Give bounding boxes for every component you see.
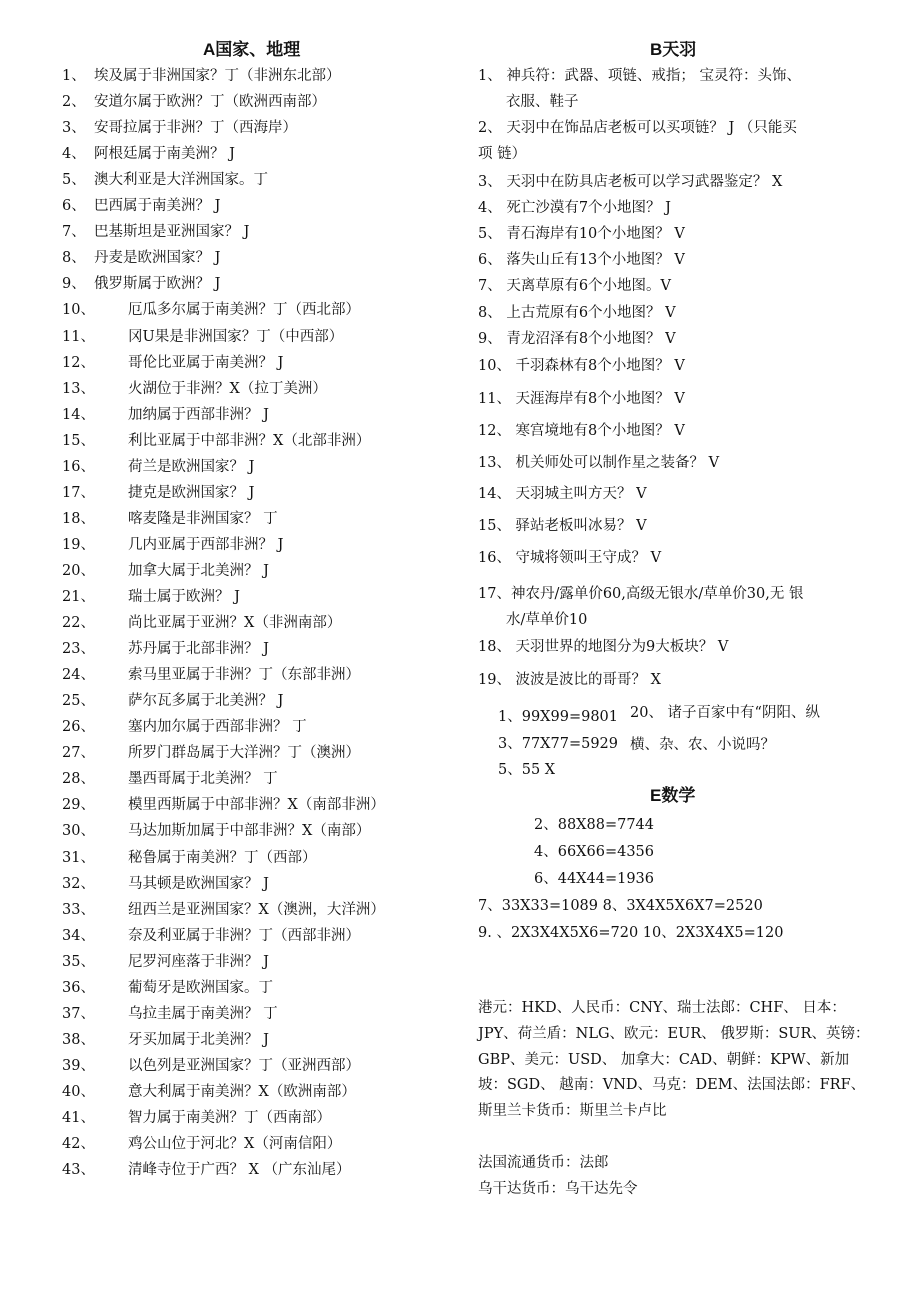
- a-item-row: [62, 327, 343, 347]
- a-item-row: [62, 1160, 351, 1180]
- a-item-number: 9、: [62, 276, 86, 293]
- a-item-number: 21、: [62, 589, 95, 605]
- a-item-number: 34、: [62, 927, 95, 944]
- a-item-number: 5、: [62, 172, 86, 189]
- section-e-heading: E数学: [650, 786, 696, 805]
- a-item-number: 26、: [62, 719, 95, 736]
- a-item-number: 41、: [62, 1110, 95, 1126]
- a-item-number: 32、: [62, 875, 95, 892]
- a-item-row: [62, 222, 249, 242]
- b-item-line1: 9、 青龙沼泽有8个小地图？ V: [478, 331, 676, 347]
- a-item-number: 4、: [62, 146, 86, 163]
- a-item-number: 43、: [62, 1162, 95, 1179]
- a-item-text: 巴西属于南美洲？ J: [94, 198, 221, 215]
- b-item-line1: 2、 天羽中在饰品店老板可以买项链？ J （只能买: [478, 120, 797, 136]
- a-item-number: 2、: [62, 94, 86, 111]
- b-item-line1: 1、 神兵符：武器、项链、戒指； 宝灵符：头饰、: [478, 68, 801, 84]
- a-item-text: 模里西斯属于中部非洲？X（南部非洲）: [128, 797, 385, 814]
- a-item-row: [62, 743, 360, 763]
- a-item-number: 8、: [62, 250, 86, 267]
- a-item-number: 3、: [62, 120, 86, 137]
- b-item-line1: 11、 天涯海岸有8个小地图？ V: [478, 391, 685, 407]
- b-item-line1: 8、 上古荒原有6个小地图？ V: [478, 305, 676, 321]
- a-item-row: [62, 848, 317, 868]
- b-item-line1: 10、 千羽森林有8个小地图？ V: [478, 358, 685, 374]
- a-item-row: [62, 874, 269, 894]
- section-b-heading: B天羽: [650, 40, 697, 59]
- a-item-row: [62, 379, 327, 399]
- a-item-text: 马达加斯加属于中部非洲？X（南部）: [128, 823, 371, 840]
- b-item-20-line2: 横、杂、农、小说吗？: [630, 737, 775, 753]
- a-item-row: [62, 1030, 269, 1050]
- a-item-number: 31、: [62, 849, 95, 866]
- a-item-text: 纽西兰是亚洲国家？X（澳洲，大洋洲）: [128, 901, 385, 918]
- a-item-number: 24、: [62, 667, 95, 684]
- a-item-number: 36、: [62, 979, 95, 996]
- a-item-row: [62, 613, 341, 633]
- a-item-text: 鸡公山位于河北？X（河南信阳）: [128, 1136, 342, 1153]
- a-item-row: [62, 535, 283, 555]
- a-item-text: 厄瓜多尔属于南美洲？丁（西北部）: [128, 302, 360, 319]
- a-item-text: 喀麦隆是非洲国家？ 丁: [128, 510, 278, 527]
- a-item-number: 35、: [62, 953, 95, 970]
- a-item-row: [62, 561, 269, 581]
- a-item-row: [62, 300, 360, 320]
- currency-france: 法国流通货币：法郎: [478, 1155, 609, 1171]
- a-item-number: 13、: [62, 380, 95, 397]
- a-item-text: 尚比亚属于亚洲？X（非洲南部）: [128, 615, 342, 632]
- math-line-3: 3、77X77=5929: [498, 736, 619, 752]
- a-item-text: 所罗门群岛属于大洋洲？丁（澳洲）: [128, 745, 360, 762]
- a-item-number: 10、: [62, 302, 95, 319]
- a-item-row: [62, 952, 269, 972]
- b-item-line1: 15、 驿站老板叫冰易？ V: [478, 518, 647, 534]
- a-item-number: 39、: [62, 1057, 95, 1074]
- b-item-20-line1: 20、 诸子百家中有“阴阳、纵: [630, 705, 820, 721]
- a-item-row: [62, 170, 268, 190]
- a-item-number: 7、: [62, 224, 86, 241]
- a-item-number: 1、: [62, 68, 86, 84]
- a-item-text: 俄罗斯属于欧洲？ J: [94, 276, 221, 293]
- a-item-text: 萨尔瓦多属于北美洲？ J: [128, 693, 284, 710]
- a-item-text: 火湖位于非洲？X（拉丁美洲）: [128, 380, 327, 397]
- a-item-number: 33、: [62, 901, 95, 918]
- a-item-row: [62, 769, 278, 789]
- a-item-number: 16、: [62, 458, 95, 475]
- a-item-number: 6、: [62, 198, 86, 215]
- a-item-row: [62, 926, 360, 946]
- a-item-row: [62, 691, 283, 711]
- b-item-line1: 4、 死亡沙漠有7个小地图？ J: [478, 200, 671, 216]
- math-line-9-10: 9. 、2X3X4X5X6=720 10、2X3X4X5=120: [478, 925, 784, 941]
- math-line-5: 5、55 X: [498, 762, 556, 778]
- section-a-heading: A国家、地理: [203, 40, 301, 59]
- a-item-text: 瑞士属于欧洲？ J: [128, 589, 240, 605]
- a-item-number: 30、: [62, 823, 95, 840]
- a-item-text: 尼罗河座落于非洲？ J: [128, 953, 269, 970]
- a-item-number: 17、: [62, 484, 95, 501]
- a-item-text: 冈U果是非洲国家？丁（中西部）: [128, 328, 344, 345]
- a-item-row: [62, 274, 220, 294]
- a-item-text: 葡萄牙是欧洲国家。丁: [128, 979, 273, 996]
- a-item-number: 40、: [62, 1083, 95, 1100]
- a-item-text: 意大利属于南美洲？X（欧洲南部）: [128, 1083, 356, 1100]
- a-item-text: 奈及利亚属于非洲？丁（西部非洲）: [128, 927, 360, 944]
- a-item-row: [62, 900, 385, 920]
- a-item-number: 27、: [62, 745, 95, 762]
- b-item-line1: 3、 天羽中在防具店老板可以学习武器鉴定？ X: [478, 174, 783, 190]
- a-item-number: 18、: [62, 510, 95, 527]
- a-item-text: 苏丹属于北部非洲？ J: [128, 641, 269, 658]
- b-item-line1: 5、 青石海岸有10个小地图？ V: [478, 226, 685, 242]
- b-item-line1: 6、 落失山丘有13个小地图？ V: [478, 252, 685, 268]
- b-item-line2: 项 链）: [478, 146, 527, 162]
- math-line-1: 1、99X99=9801: [498, 709, 619, 725]
- a-item-row: [62, 717, 307, 737]
- b-item-line1: 17、神农丹/露单价60,高级无银水/草单价30,无 银: [478, 586, 804, 602]
- a-item-text: 澳大利亚是大洋洲国家。丁: [94, 172, 268, 189]
- b-item-line2: 水/草单价10: [506, 612, 588, 628]
- a-item-row: [62, 353, 283, 373]
- a-item-text: 秘鲁属于南美洲？丁（西部）: [128, 849, 317, 866]
- a-item-row: [62, 978, 273, 998]
- a-item-text: 乌拉圭属于南美洲？ 丁: [128, 1005, 278, 1022]
- a-item-row: [62, 405, 269, 425]
- a-item-row: [62, 118, 297, 138]
- b-item-line1: 7、 天离草原有6个小地图。V: [478, 278, 672, 294]
- b-item-line1: 18、 天羽世界的地图分为9大板块？ V: [478, 639, 729, 655]
- a-item-number: 15、: [62, 432, 95, 449]
- b-item-line1: 13、 机关师处可以制作星之装备？ V: [478, 455, 720, 471]
- a-item-row: [62, 1082, 356, 1102]
- a-item-row: [62, 66, 341, 86]
- b-item-line1: 12、 寒宫境地有8个小地图？ V: [478, 423, 685, 439]
- a-item-number: 12、: [62, 354, 95, 371]
- a-item-row: [62, 431, 370, 451]
- a-item-text: 马其顿是欧洲国家？ J: [128, 875, 269, 892]
- a-item-number: 20、: [62, 562, 95, 579]
- a-item-text: 墨西哥属于北美洲？ 丁: [128, 771, 278, 788]
- a-item-text: 阿根廷属于南美洲？ J: [94, 146, 235, 163]
- a-item-number: 37、: [62, 1005, 95, 1022]
- a-item-row: [62, 821, 370, 841]
- a-item-number: 38、: [62, 1031, 95, 1048]
- a-item-text: 利比亚属于中部非洲？X（北部非洲）: [128, 432, 371, 449]
- a-item-row: [62, 1056, 360, 1076]
- a-item-text: 安道尔属于欧洲？丁（欧洲西南部）: [94, 94, 326, 111]
- a-item-text: 哥伦比亚属于南美洲？ J: [128, 354, 284, 371]
- a-item-row: [62, 1004, 278, 1024]
- b-item-line1: 19、 波波是波比的哥哥？ X: [478, 672, 661, 688]
- b-item-line2: 衣服、鞋子: [506, 94, 579, 110]
- a-item-number: 29、: [62, 797, 95, 814]
- b-item-line1: 16、 守城将领叫王守成？ V: [478, 550, 662, 566]
- a-item-text: 丹麦是欧洲国家？ J: [94, 250, 221, 267]
- math-line-4: 4、66X66=4356: [534, 844, 655, 860]
- a-item-row: [62, 196, 220, 216]
- a-item-row: [62, 483, 254, 503]
- a-item-row: [62, 457, 254, 477]
- a-item-number: 25、: [62, 693, 95, 710]
- a-item-row: [62, 144, 235, 164]
- a-item-text: 捷克是欧洲国家？ J: [128, 484, 255, 501]
- a-item-text: 加纳属于西部非洲？ J: [128, 406, 269, 423]
- a-item-number: 23、: [62, 641, 95, 658]
- a-item-text: 安哥拉属于非洲？丁（西海岸）: [94, 120, 297, 137]
- a-item-number: 42、: [62, 1136, 95, 1153]
- a-item-row: [62, 665, 360, 685]
- a-item-row: [62, 248, 220, 268]
- a-item-text: 荷兰是欧洲国家？ J: [128, 458, 255, 475]
- a-item-row: [62, 509, 278, 529]
- math-line-2: 2、88X88=7744: [534, 817, 655, 833]
- a-item-row: [62, 92, 326, 112]
- math-line-6: 6、44X44=1936: [534, 871, 655, 887]
- currency-paragraph: 港元：HKD、人民币：CNY、瑞士法郎：CHF、 日本：JPY、荷兰盾：NLG、欧元：EUR、 俄罗斯：SUR、英镑：GBP、美元：USD、 加拿大：CAD、朝鲜：KPW、新加坡：SGD、 越南：VND、马克：DEM、法国法郎：FRF、 斯里兰卡货币：斯里兰卡卢比: [478, 1000, 870, 1120]
- a-item-row: [62, 795, 385, 815]
- a-item-row: [62, 639, 269, 659]
- b-item-line1: 14、 天羽城主叫方天？ V: [478, 486, 647, 502]
- a-item-text: 几内亚属于西部非洲？ J: [128, 536, 284, 553]
- a-item-text: 索马里亚属于非洲？丁（东部非洲）: [128, 667, 360, 684]
- a-item-row: [62, 587, 240, 607]
- a-item-row: [62, 1108, 331, 1128]
- a-item-text: 牙买加属于北美洲？ J: [128, 1031, 269, 1048]
- a-item-row: [62, 1134, 341, 1154]
- currency-uganda: 乌干达货币：乌干达先令: [478, 1181, 638, 1197]
- a-item-text: 埃及属于非洲国家？丁（非洲东北部）: [94, 68, 341, 84]
- math-line-7-8: 7、33X33=1089 8、3X4X5X6X7=2520: [478, 898, 763, 914]
- a-item-number: 19、: [62, 536, 95, 553]
- a-item-text: 加拿大属于北美洲？ J: [128, 562, 269, 579]
- a-item-number: 14、: [62, 406, 95, 423]
- a-item-number: 28、: [62, 771, 95, 788]
- a-item-text: 以色列是亚洲国家？丁（亚洲西部）: [128, 1057, 360, 1074]
- a-item-text: 巴基斯坦是亚洲国家？ J: [94, 224, 250, 241]
- a-item-text: 智力属于南美洲？丁（西南部）: [128, 1110, 331, 1126]
- a-item-text: 塞内加尔属于西部非洲？ 丁: [128, 719, 307, 736]
- a-item-number: 22、: [62, 615, 95, 632]
- a-item-number: 11、: [62, 328, 95, 345]
- a-item-text: 清峰寺位于广西？ X （广东汕尾）: [128, 1162, 351, 1179]
